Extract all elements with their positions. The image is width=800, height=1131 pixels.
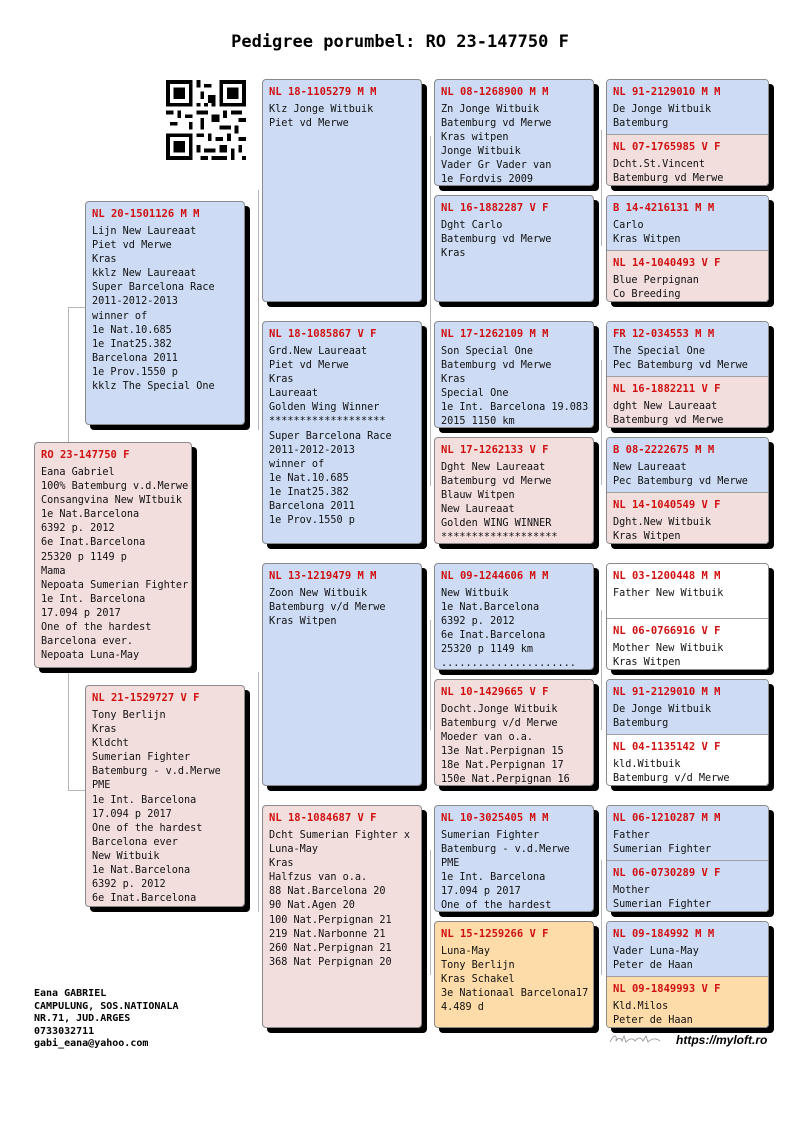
card-line: Blauw Witpen: [441, 490, 515, 502]
owner-line: Eana GABRIEL: [34, 988, 107, 999]
card-lines: [86, 705, 244, 906]
connector: [601, 860, 602, 975]
card-lines: [607, 754, 768, 786]
card-line: Sumerian Fighter: [441, 830, 540, 841]
card-line: Dcht Sumerian Fighter x: [269, 830, 411, 841]
connector: [601, 610, 602, 730]
card-line: 1e Inat25.382: [92, 338, 172, 350]
card-line: Grd.New Laureaat: [269, 346, 368, 357]
card-line: 100% Batemburg v.d.Merwe: [41, 481, 189, 493]
card-lines: [607, 396, 768, 428]
card-line: Kras witpen: [441, 132, 509, 144]
ancestor-pair-card[interactable]: [606, 437, 769, 544]
card-line: Batemburg - v.d.Merwe: [441, 844, 570, 856]
card-line: 150e Nat.Perpignan 16: [441, 774, 570, 786]
connector: [601, 360, 602, 485]
ancestor-entry[interactable]: [607, 976, 768, 1028]
ring-number: NL 04-1135142 V F: [613, 741, 721, 753]
card-line: Batemburg: [613, 718, 669, 730]
card-line: kklz New Laureaat: [92, 268, 197, 280]
card-line: 18e Nat.Perpignan 17: [441, 760, 564, 772]
card-line: Batemburg vd Merwe: [613, 415, 724, 427]
card-line: 17.094 p 2017: [92, 808, 172, 820]
card-line: Nepoata Luna-May: [41, 650, 140, 662]
card-line: 1e Nat.10.685: [92, 324, 172, 336]
card-line: 4.489 d: [441, 1002, 484, 1014]
card-line: Eana Gabriel: [41, 467, 115, 478]
card-lines: [263, 583, 421, 629]
card-line: Lijn New Laureaat: [92, 226, 197, 237]
ring-number: NL 07-1765985 V F: [613, 141, 721, 153]
card-line: 88 Nat.Barcelona 20: [269, 886, 386, 898]
ring-number: B 14-4216131 M M: [613, 202, 715, 214]
card-line: Zn Jonge Witbuik: [441, 104, 540, 115]
ring-number: NL 06-0730289 V F: [613, 867, 721, 879]
card-line: dght New Laureaat: [613, 401, 718, 412]
card-lines: [435, 941, 593, 1015]
ancestor-pair-card[interactable]: [606, 563, 769, 670]
card-line: Peter de Haan: [613, 1015, 693, 1027]
card-line: 1e Int. Barcelona: [41, 593, 146, 605]
connector: [430, 620, 431, 730]
card-line: Zoon New Witbuik: [269, 588, 368, 599]
card-lines: [263, 99, 421, 131]
card-line: 219 Nat.Narbonne 21: [269, 928, 386, 940]
signature-logo: [608, 1032, 662, 1046]
subject-card[interactable]: [34, 442, 192, 668]
sire-card[interactable]: [85, 201, 245, 425]
card-line: 1e Inat25.382: [269, 486, 349, 498]
card-line: Golden Wing Winner: [269, 402, 380, 414]
card-line: Golden WING WINNER: [441, 518, 552, 530]
ancestor-entry[interactable]: [607, 860, 768, 912]
card-lines: [435, 699, 593, 786]
connector: [430, 850, 431, 975]
card-lines: [86, 221, 244, 394]
card-line: Kras Witpen: [613, 234, 681, 246]
card-line: Sumerian Fighter: [613, 844, 712, 856]
card-line: 2011-2012-2013: [269, 444, 355, 456]
card-line: Jonge Witbuik: [441, 146, 521, 158]
ring-number: NL 06-0766916 V F: [613, 625, 721, 637]
card-line: New Laureaat: [441, 504, 515, 516]
card-line: Pec Batemburg vd Merwe: [613, 476, 748, 488]
card-line: Kras Witpen: [613, 657, 681, 669]
ancestor-entry[interactable]: [607, 438, 768, 492]
ancestor-entry[interactable]: [607, 134, 768, 186]
ring-number: NL 09-184992 M M: [613, 928, 715, 940]
ancestor-entry[interactable]: [607, 80, 768, 134]
card-line: Father New Witbuik: [613, 588, 724, 599]
ring-number: NL 17-1262109 M M: [441, 328, 549, 340]
card-lines: [435, 457, 593, 544]
card-line: Batemburg v/d Merwe: [441, 718, 558, 730]
ancestor-entry[interactable]: [607, 806, 768, 860]
ancestor-entry[interactable]: [607, 564, 768, 618]
card-line: Luna-May: [269, 844, 319, 856]
ring-number: NL 18-1084687 V F: [269, 812, 377, 824]
card-lines: [607, 270, 768, 302]
ring-number: NL 16-1882287 V F: [441, 202, 549, 214]
card-line: Batemburg vd Merwe: [441, 234, 552, 246]
card-lines: [607, 880, 768, 912]
card-line: Peter de Haan: [613, 960, 693, 972]
ring-number: NL 14-1040493 V F: [613, 257, 721, 269]
qr-code[interactable]: [166, 80, 246, 160]
dam-card[interactable]: [85, 685, 245, 907]
card-line: Mother New Witbuik: [613, 643, 724, 654]
card-line: Kras: [92, 724, 117, 736]
ring-number: NL 17-1262133 V F: [441, 444, 549, 456]
card-lines: [607, 941, 768, 973]
ring-number: NL 09-1244606 M M: [441, 570, 549, 582]
ancestor-pair-card[interactable]: [606, 921, 769, 1028]
page-title: Pedigree porumbel: RO 23-147750 F: [231, 32, 569, 52]
card-line: Tony Berlijn: [92, 710, 166, 721]
card-line: Kras: [441, 248, 466, 260]
card-line: Tony Berlijn: [441, 960, 515, 972]
card-line: 260 Nat.Perpignan 21: [269, 942, 392, 954]
card-line: Kras: [269, 858, 294, 870]
ring-number: NL 10-1429665 V F: [441, 686, 549, 698]
card-line: 1e Nat.Barcelona: [41, 509, 140, 521]
card-line: Piet vd Merwe: [269, 360, 349, 372]
ring-number: NL 15-1259266 V F: [441, 928, 549, 940]
card-line: New Witbuik: [441, 588, 509, 599]
card-lines: [435, 99, 593, 186]
card-line: Batemburg vd Merwe: [441, 476, 552, 488]
card-lines: [607, 638, 768, 670]
connector: [68, 307, 86, 308]
grandparent-card[interactable]: [262, 79, 422, 302]
card-line: 100 Nat.Perpignan 21: [269, 914, 392, 926]
card-line: Sumerian Fighter: [92, 752, 191, 764]
card-line: 1e Fordvis 2009: [441, 174, 534, 186]
card-line: Kras: [92, 254, 117, 266]
card-line: Kras Witpen: [613, 531, 681, 543]
card-line: *******************: [441, 532, 558, 544]
card-line: Halfzus van o.a.: [269, 872, 368, 884]
ancestor-card[interactable]: [434, 437, 594, 544]
card-line: 1e Int. Barcelona: [92, 794, 197, 806]
card-line: One of the hardest: [441, 900, 552, 912]
grandparent-card[interactable]: [262, 563, 422, 786]
card-line: Special One: [441, 388, 509, 400]
card-lines: [263, 341, 421, 528]
card-line: Batemburg v/d Merwe: [269, 602, 386, 614]
card-line: Kras Schakel: [441, 974, 515, 986]
card-line: 1e Int. Barcelona: [441, 872, 546, 884]
ring-number: NL 18-1085867 V F: [269, 328, 377, 340]
connector: [68, 790, 86, 791]
card-line: Dcht.St.Vincent: [613, 159, 706, 170]
card-lines: [607, 154, 768, 186]
ancestor-pair-card[interactable]: [606, 79, 769, 186]
card-line: Kras: [269, 374, 294, 386]
card-line: Consangvina New WItbuik: [41, 495, 183, 507]
card-lines: [35, 462, 191, 663]
card-line: winner of: [269, 458, 325, 470]
card-line: Blue Perpignan: [613, 275, 699, 286]
card-line: Sumerian Fighter: [613, 899, 712, 911]
card-line: One of the hardest: [92, 822, 203, 834]
card-line: Vader Luna-May: [613, 946, 699, 957]
card-line: 90 Nat.Agen 20: [269, 900, 355, 912]
ring-number: FR 12-034553 M M: [613, 328, 715, 340]
card-line: Super Barcelona Race: [92, 282, 215, 294]
website-link[interactable]: https://myloft.ro: [676, 1033, 768, 1047]
card-line: Batemburg vd Merwe: [441, 118, 552, 130]
card-line: Co Breeding: [613, 289, 681, 301]
card-line: 1e Int. Barcelona 19.083: [441, 402, 589, 414]
ancestor-pair-card[interactable]: [606, 679, 769, 786]
ring-number: RO 23-147750 F: [41, 449, 130, 461]
ring-number: NL 91-2129010 M M: [613, 686, 721, 698]
ancestor-entry[interactable]: [607, 618, 768, 670]
ancestor-entry[interactable]: [607, 250, 768, 302]
card-line: 368 Nat Perpignan 20: [269, 956, 392, 968]
ancestor-card[interactable]: [434, 563, 594, 670]
card-line: Piet vd Merwe: [269, 118, 349, 130]
card-lines: [435, 583, 593, 670]
connector: [258, 190, 259, 430]
ancestor-pair-card[interactable]: [606, 805, 769, 912]
ring-number: NL 13-1219479 M M: [269, 570, 377, 582]
card-line: 1e Prov.1550 p: [92, 366, 178, 378]
card-line: Dght Carlo: [441, 220, 503, 231]
card-line: Batemburg - v.d.Merwe: [92, 766, 221, 778]
card-lines: [607, 699, 768, 731]
ancestor-entry[interactable]: [607, 922, 768, 976]
card-line: 1e Prov.1550 p: [269, 515, 355, 527]
ancestor-entry[interactable]: [607, 376, 768, 428]
ring-number: NL 18-1105279 M M: [269, 86, 377, 98]
card-line: The Special One: [613, 346, 706, 357]
card-line: 17.094 p 2017: [41, 607, 121, 619]
card-lines: [607, 99, 768, 131]
card-lines: [607, 512, 768, 544]
ring-number: NL 03-1200448 M M: [613, 570, 721, 582]
card-line: Kld.Milos: [613, 1001, 669, 1012]
ring-number: B 08-2222675 M M: [613, 444, 715, 456]
card-line: 6392 p. 2012: [41, 523, 115, 535]
card-line: Laureaat: [269, 388, 319, 400]
card-line: Luna-May: [441, 946, 491, 957]
ancestor-card[interactable]: [434, 195, 594, 302]
card-line: 13e Nat.Perpignan 15: [441, 746, 564, 758]
card-line: Mama: [41, 565, 66, 577]
card-line: De Jonge Witbuik: [613, 104, 712, 115]
card-line: Moeder van o.a.: [441, 732, 534, 744]
card-line: kld.Witbuik: [613, 759, 681, 770]
card-line: 17.094 p 2017: [441, 886, 521, 898]
card-line: 6e Inat.Barcelona: [41, 537, 146, 549]
connector: [258, 672, 259, 912]
card-lines: [607, 215, 768, 247]
card-line: 6392 p. 2012: [441, 616, 515, 628]
grandparent-card[interactable]: [262, 805, 422, 1028]
card-line: New Laureaat: [613, 462, 687, 473]
ring-number: NL 09-1849993 V F: [613, 983, 721, 995]
card-line: 6e Inat.Barcelona: [92, 893, 197, 905]
ring-number: NL 08-1268900 M M: [441, 86, 549, 98]
card-line: winner of: [92, 310, 148, 322]
card-line: 1e Nat.Barcelona: [92, 865, 191, 877]
connector: [430, 136, 431, 486]
card-line: Dght.New Witbuik: [613, 517, 712, 528]
card-line: 25320 p 1149 p: [41, 551, 127, 563]
card-lines: [607, 583, 768, 601]
card-line: Klz Jonge Witbuik: [269, 104, 374, 115]
card-line: 6e Inat.Barcelona: [441, 630, 546, 642]
card-line: Pec Batemburg vd Merwe: [613, 360, 748, 372]
ring-number: NL 91-2129010 M M: [613, 86, 721, 98]
card-line: ......................: [441, 658, 576, 670]
card-line: Super Barcelona Race: [269, 430, 392, 442]
card-line: Batemburg vd Merwe: [441, 360, 552, 372]
card-line: 2011-2012-2013: [92, 296, 178, 308]
ring-number: NL 20-1501126 M M: [92, 208, 200, 220]
owner-line: 0733032711: [34, 1025, 95, 1037]
card-line: Docht.Jonge Witbuik: [441, 704, 558, 715]
card-lines: [607, 996, 768, 1028]
card-lines: [435, 215, 593, 261]
ring-number: NL 16-1882211 V F: [613, 383, 721, 395]
grandparent-card[interactable]: [262, 321, 422, 544]
owner-line: gabi_eana@yahoo.com: [34, 1038, 149, 1049]
ring-number: NL 14-1040549 V F: [613, 499, 721, 511]
card-line: Barcelona 2011: [92, 352, 178, 364]
card-lines: [607, 341, 768, 373]
card-line: 3e Nationaal Barcelona17: [441, 988, 589, 1000]
card-line: Mother: [613, 885, 650, 896]
card-line: PME: [441, 858, 460, 870]
card-line: Batemburg: [613, 118, 669, 130]
card-lines: [263, 825, 421, 970]
owner-line: NR.71, JUD.ARGES: [34, 1013, 131, 1024]
card-lines: [435, 825, 593, 912]
card-line: Kras: [441, 374, 466, 386]
ancestor-card[interactable]: [434, 679, 594, 786]
card-line: 1e Nat.10.685: [269, 472, 349, 484]
ancestor-entry[interactable]: [607, 322, 768, 376]
card-line: 1e Nat.Barcelona: [441, 602, 540, 614]
card-line: Son Special One: [441, 346, 534, 357]
card-lines: [607, 457, 768, 489]
ancestor-card[interactable]: [434, 921, 594, 1028]
card-line: De Jonge Witbuik: [613, 704, 712, 715]
card-line: Barcelona 2011: [269, 501, 355, 513]
ring-number: NL 10-3025405 M M: [441, 812, 549, 824]
ancestor-pair-card[interactable]: [606, 195, 769, 302]
connector: [68, 307, 69, 442]
owner-contact: [34, 988, 179, 1051]
card-lines: [435, 341, 593, 428]
ancestor-entry[interactable]: [607, 734, 768, 786]
card-line: Barcelona ever: [92, 836, 178, 848]
card-line: Kldcht: [92, 738, 129, 750]
ancestor-entry[interactable]: [607, 680, 768, 734]
ancestor-card[interactable]: [434, 805, 594, 912]
card-line: New Witbuik: [92, 850, 160, 862]
card-line: 25320 p 1149 km: [441, 644, 534, 656]
ring-number: NL 21-1529727 V F: [92, 692, 200, 704]
card-line: Father: [613, 830, 650, 841]
card-line: PME: [92, 780, 111, 792]
ancestor-card[interactable]: [434, 321, 594, 428]
card-line: Dght New Laureaat: [441, 462, 546, 473]
card-line: Nepoata Sumerian Fighter: [41, 579, 189, 591]
ancestor-entry[interactable]: [607, 196, 768, 250]
card-line: Kras Witpen: [269, 616, 337, 628]
ring-number: NL 06-1210287 M M: [613, 812, 721, 824]
ancestor-entry[interactable]: [607, 492, 768, 544]
card-line: Barcelona ever.: [41, 636, 134, 648]
connector: [601, 130, 602, 246]
card-line: Carlo: [613, 220, 644, 231]
card-line: Batemburg vd Merwe: [613, 173, 724, 185]
card-line: *******************: [269, 416, 386, 428]
connector: [68, 670, 69, 790]
card-line: Batemburg v/d Merwe: [613, 773, 730, 785]
ancestor-card[interactable]: [434, 79, 594, 186]
card-line: kklz The Special One: [92, 381, 215, 393]
card-lines: [607, 825, 768, 857]
ancestor-pair-card[interactable]: [606, 321, 769, 428]
card-line: Piet vd Merwe: [92, 240, 172, 252]
card-line: Vader Gr Vader van: [441, 160, 552, 172]
owner-line: CAMPULUNG, SOS.NATIONALA: [34, 1000, 179, 1012]
card-line: 6392 p. 2012: [92, 879, 166, 891]
card-line: 2015 1150 km: [441, 416, 515, 428]
card-line: One of the hardest: [41, 622, 152, 634]
